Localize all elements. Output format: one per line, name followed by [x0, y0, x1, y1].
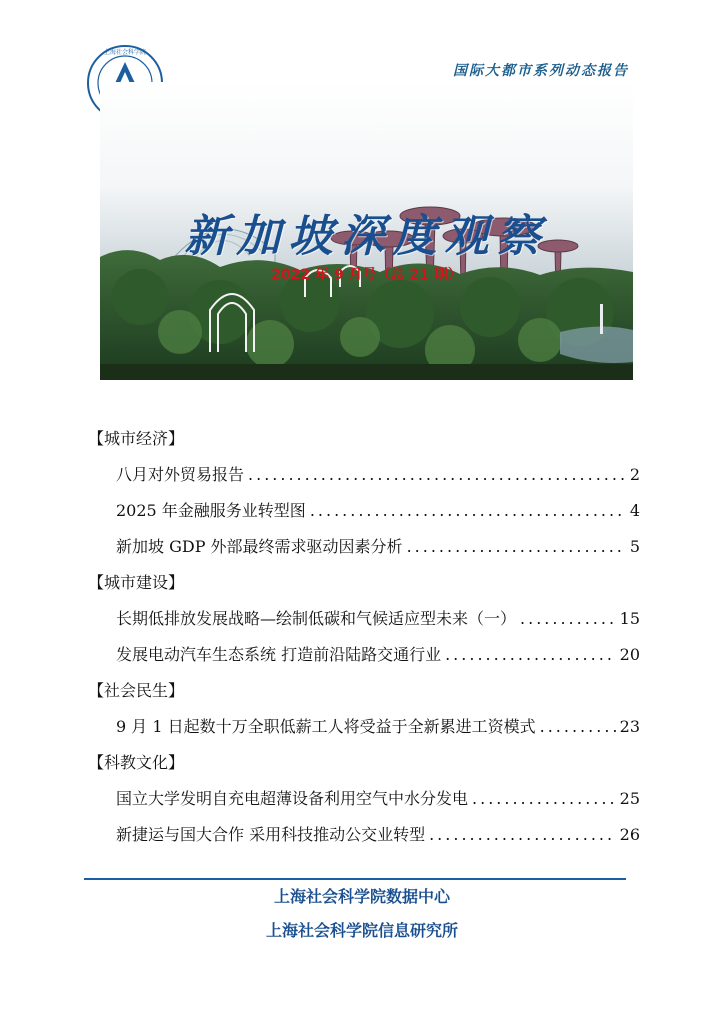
footer-org-line2: 上海社会科学院信息研究所 — [265, 921, 458, 940]
toc-entry-title: 2025 年金融服务业转型图 — [116, 501, 306, 520]
toc-entry[interactable] — [88, 606, 640, 642]
toc-entry[interactable] — [88, 822, 640, 858]
toc-entry-page: 5 — [629, 537, 640, 556]
toc-leader-dots — [310, 498, 626, 524]
toc-entry-title: 国立大学发明自充电超薄设备利用空气中水分发电 — [116, 789, 469, 808]
toc-entry[interactable] — [88, 642, 640, 678]
toc-entry[interactable] — [88, 462, 640, 498]
toc-entry-page: 26 — [619, 825, 640, 844]
footer-org-line1: 上海社会科学院数据中心 — [273, 887, 450, 906]
toc-entry[interactable] — [88, 534, 640, 570]
toc-leader-dots — [445, 642, 616, 668]
toc-entry-page: 20 — [619, 645, 640, 664]
toc-entry[interactable] — [88, 786, 640, 822]
toc-entry-title: 长期低排放发展战略—绘制低碳和气候适应型未来（一） — [116, 609, 517, 628]
toc-section-heading: 【社会民生】 — [88, 681, 185, 700]
toc-entry-title: 发展电动汽车生态系统 打造前沿陆路交通行业 — [116, 645, 442, 664]
toc-entry-title: 新捷运与国大合作 采用科技推动公交业转型 — [116, 825, 426, 844]
toc-entry-page: 2 — [629, 465, 640, 484]
toc-section-heading: 【科教文化】 — [88, 753, 185, 772]
toc-entry-page: 25 — [619, 789, 640, 808]
toc-leader-dots — [248, 462, 626, 488]
series-name: 国际大都市系列动态报告 — [453, 63, 629, 79]
toc-entry[interactable] — [88, 714, 640, 750]
toc-entry-title: 新加坡 GDP 外部最终需求驱动因素分析 — [116, 537, 403, 556]
table-of-contents — [88, 426, 640, 858]
toc-entry-page: 23 — [619, 717, 640, 736]
toc-entry-title: 9 月 1 日起数十万全职低薪工人将受益于全新累进工资模式 — [116, 717, 536, 736]
toc-entry-page: 4 — [629, 501, 640, 520]
issue-label: 2022 年 9 月号（总 21 期） — [271, 267, 462, 283]
toc-leader-dots — [540, 714, 616, 740]
footer-divider — [84, 878, 626, 880]
toc-section-heading: 【城市建设】 — [88, 573, 185, 592]
cover-image — [100, 82, 633, 380]
cover-title: 新加坡深度观察 — [184, 211, 549, 262]
toc-entry[interactable] — [88, 498, 640, 534]
toc-leader-dots — [429, 822, 616, 848]
toc-leader-dots — [472, 786, 616, 812]
toc-leader-dots — [407, 534, 626, 560]
toc-entry-page: 15 — [619, 609, 640, 628]
toc-section-heading: 【城市经济】 — [88, 429, 185, 448]
svg-text:上海社会科学院: 上海社会科学院 — [103, 49, 147, 56]
toc-leader-dots — [520, 606, 616, 632]
toc-entry-title: 八月对外贸易报告 — [116, 465, 245, 484]
